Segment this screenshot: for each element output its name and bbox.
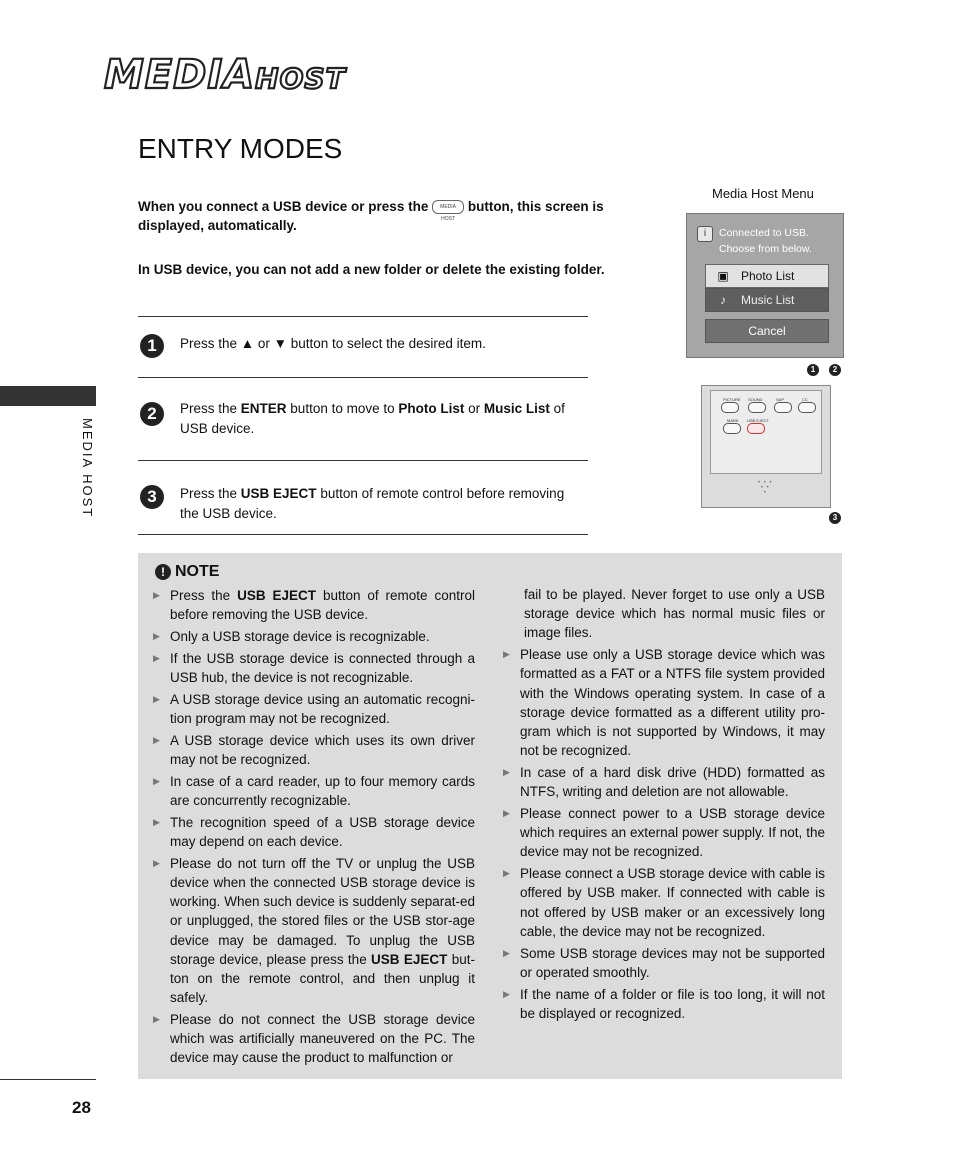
side-label: MEDIA HOST — [80, 418, 95, 519]
note-title: NOTE — [175, 563, 220, 580]
list-item: ▶ Please do not turn off the TV or unplug the USB device when the connected USB storage device is working. When such device is suddenly separat-ed or unplugged, the stored files or the USB stor-age device may be damaged. To unplug the USB storage device, please press the USB EJECT but-ton on the remote control, and then unplug it safely. — [153, 854, 475, 1008]
warning-icon: ! — [155, 564, 171, 580]
step-number-3: 3 — [140, 485, 164, 509]
list-item: ▶ The recognition speed of a USB storage device may depend on each device. — [153, 813, 475, 851]
list-item: ▶ In case of a card reader, up to four memory cards are concurrently recognizable. — [153, 772, 475, 810]
side-tab — [0, 386, 96, 406]
picture-button[interactable] — [721, 402, 739, 413]
remote-panel: PICTURE SOUND SAP CC MARK USB EJECT — [710, 390, 822, 474]
list-item: ▶ If the name of a folder or file is too long, it will not be displayed or recognized. — [503, 985, 825, 1023]
list-item: ▶ Press the USB EJECT button of remote control before removing the USB device. — [153, 586, 475, 624]
list-item-continuation: fail to be played. Never forget to use only a USB storage device which has normal music files or image files. — [524, 587, 825, 641]
mediahost-logo — [104, 52, 346, 98]
divider — [138, 316, 588, 317]
step-number-1: 1 — [140, 334, 164, 358]
logo-media: MEDIA — [104, 52, 256, 98]
list-item: ▶ Please connect power to a USB storage device which requires an external power supply. If not, the device may not be recognized. — [503, 804, 825, 862]
cancel-button[interactable]: Cancel — [705, 319, 829, 343]
media-host-menu — [686, 213, 844, 358]
list-item: ▶ A USB storage device using an automatic recogni-tion program may not be recognized. — [153, 690, 475, 728]
note-heading — [155, 563, 219, 581]
list-item: ▶ Some USB storage devices may not be supported or operated smoothly. — [503, 944, 825, 982]
sound-button[interactable] — [748, 402, 766, 413]
remote-speaker-dots: • • • • • • — [758, 480, 773, 496]
media-host-button-icon: MEDIA HOST — [432, 200, 464, 214]
step-number-2: 2 — [140, 402, 164, 426]
list-item: ▶ Please do not connect the USB storage device which was artificially maneuvered on the PC. The device may cause the product to malfunction or — [153, 1010, 475, 1068]
divider — [138, 534, 588, 535]
divider — [138, 460, 588, 461]
list-item: ▶ A USB storage device which uses its own driver may not be recognized. — [153, 731, 475, 769]
info-icon: i — [697, 226, 713, 242]
note-left-column — [153, 586, 475, 1070]
menu-item-music-list[interactable]: ♪ Music List — [705, 288, 829, 312]
note-right-column — [503, 585, 825, 1026]
intro-paragraph-2: In USB device, you can not add a new folder or delete the existing folder. — [138, 262, 605, 277]
list-item: ▶ In case of a hard disk drive (HDD) formatted as NTFS, writing and deletion are not allowable. — [503, 763, 825, 801]
note-box — [138, 553, 842, 1079]
section-title: ENTRY MODES — [138, 133, 343, 164]
music-note-icon: ♪ — [720, 293, 726, 307]
remote-control — [701, 385, 831, 508]
divider — [138, 377, 588, 378]
list-item: ▶ Please connect a USB storage device with cable is offered by USB maker. If connected with cable is not offered by USB maker or an excessively long cable, the device may not be recognized. — [503, 864, 825, 941]
marker-2: 2 — [829, 364, 841, 376]
step-3-text: Press the USB EJECT button of remote control before removing the USB device. — [180, 486, 565, 521]
step-2-text: Press the ENTER button to move to Photo List or Music List of USB device. — [180, 401, 565, 436]
cc-button[interactable] — [798, 402, 816, 413]
list-item: ▶ If the USB storage device is connected through a USB hub, the device is not recognizable. — [153, 649, 475, 687]
page-number: 28 — [72, 1098, 91, 1117]
menu-caption: Media Host Menu — [712, 186, 814, 201]
sap-button[interactable] — [774, 402, 792, 413]
list-item: ▶ Only a USB storage device is recognizable. — [153, 627, 475, 646]
intro-paragraph-1: When you connect a USB device or press the MEDIA HOST button, this screen is displayed, automatically. — [138, 199, 604, 233]
photo-icon: ▣ — [717, 269, 729, 283]
marker-1: 1 — [807, 364, 819, 376]
marker-3: 3 — [829, 512, 841, 524]
usb-eject-button[interactable] — [747, 423, 765, 434]
mark-button[interactable] — [723, 423, 741, 434]
menu-item-photo-list[interactable]: ▣ Photo List — [705, 264, 829, 288]
logo-host: HOST — [255, 62, 346, 95]
footer-divider — [0, 1079, 96, 1080]
menu-message: Connected to USB. Choose from below. — [719, 227, 812, 255]
step-1-text: Press the ▲ or ▼ button to select the desired item. — [180, 336, 486, 351]
list-item: ▶ Please use only a USB storage device which was formatted as a FAT or a NTFS file system provided with the Windows operating system. In case of a storage device formatted as a different utility pro-gram which is not supported by Windows, it may not be recognized. — [503, 645, 825, 760]
